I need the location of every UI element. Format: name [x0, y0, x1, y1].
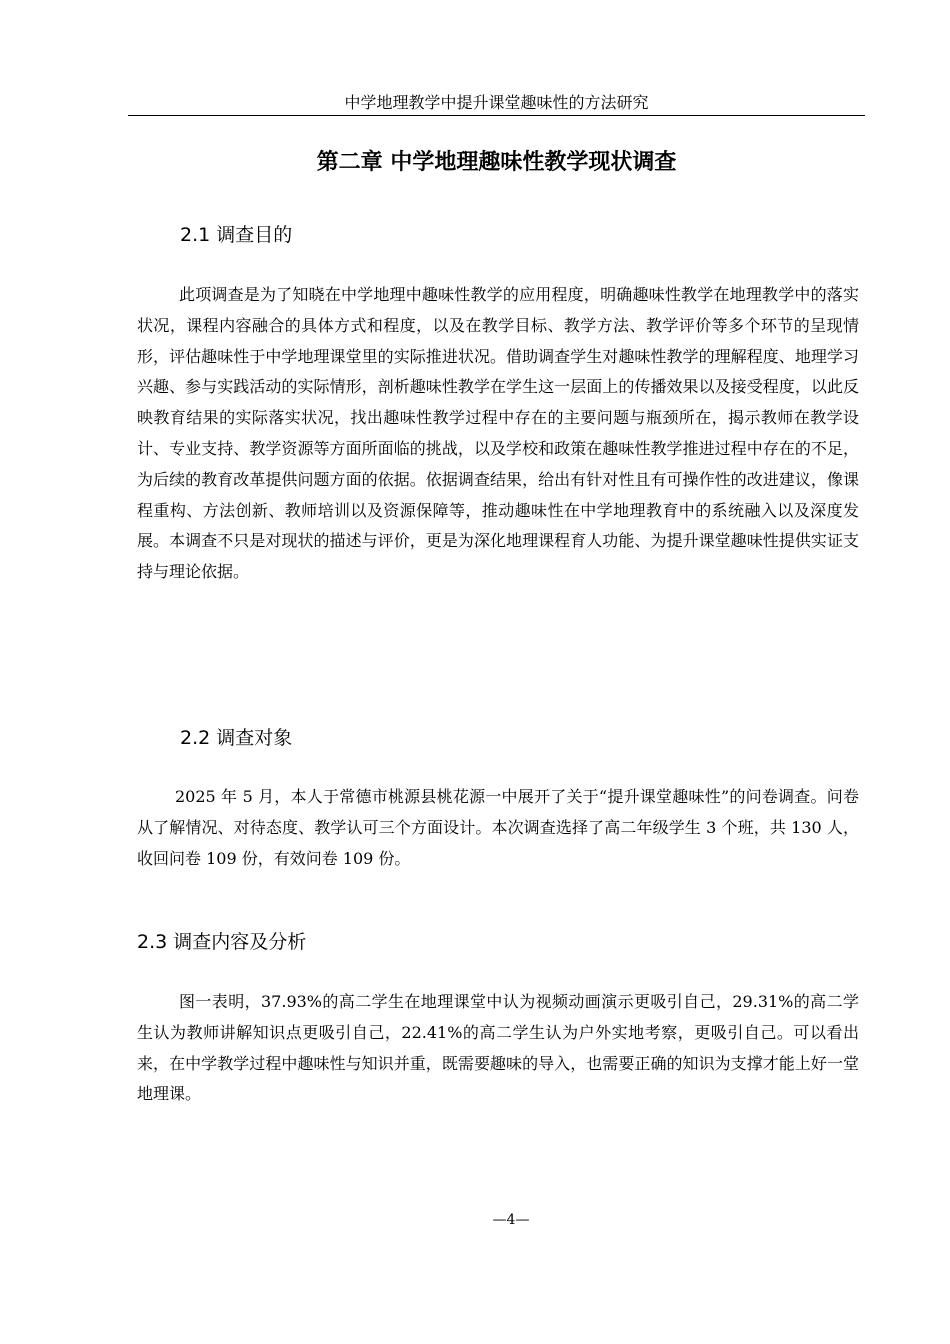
section-heading-2-2: 2.2 调查对象 — [180, 727, 293, 749]
page-number: —4— — [492, 1212, 530, 1228]
section-heading-2-3: 2.3 调查内容及分析 — [137, 931, 307, 953]
paragraph-survey-subjects: 2025 年 5 月，本人于常德市桃源县桃花源一中展开了关于“提升课堂趣味性”的问卷调查。问卷从了解情况、对待态度、教学认可三个方面设计。本次调查选择了高二年级学生 3 个班，共 130 人，收回问卷 109 份，有效问卷 109 份。 — [137, 787, 859, 868]
running-header: 中学地理教学中提升课堂趣味性的方法研究 — [344, 93, 649, 112]
chapter-title: 第二章 中学地理趣味性教学现状调查 — [316, 150, 677, 175]
paragraph-survey-analysis: 图一表明，37.93%的高二学生在地理课堂中认为视频动画演示更吸引自己，29.31%的高二学生认为教师讲解知识点更吸引自己，22.41%的高二学生认为户外实地考察，更吸引自己。可以看出来，在中学教学过程中趣味性与知识并重，既需要趣味的导入，也需要正确的知识为支撑才能上好一堂地理课。 — [137, 992, 859, 1104]
paragraph-survey-purpose: 此项调查是为了知晓在中学地理中趣味性教学的应用程度，明确趣味性教学在地理教学中的落实状况，课程内容融合的具体方式和程度，以及在教学目标、教学方法、教学评价等多个环节的呈现情形，评估趣味性于中学地理课堂里的实际推进状况。借助调查学生对趣味性教学的理解程度、地理学习兴趣、参与实践活动的实际情形，剖析趣味性教学在学生这一层面上的传播效果以及接受程度，以此反映教育结果的实际落实状况，找出趣味性教学过程中存在的主要问题与瓶颈所在，揭示教师在教学设计、专业支持、教学资源等方面所面临的挑战，以及学校和政策在趣味性教学推进过程中存在的不足，为后续的教育改革提供问题方面的依据。依据调查结果，给出有针对性且有可操作性的改进建议，像课程重构、方法创新、教师培训以及资源保障等，推动趣味性在中学地理教育中的系统融入以及深度发展。本调查不只是对现状的描述与评价，更是为深化地理课程育人功能、为提升课堂趣味性提供实证支持与理论依据。 — [137, 285, 859, 582]
header-rule — [128, 115, 865, 116]
section-heading-2-1: 2.1 调查目的 — [180, 224, 293, 246]
